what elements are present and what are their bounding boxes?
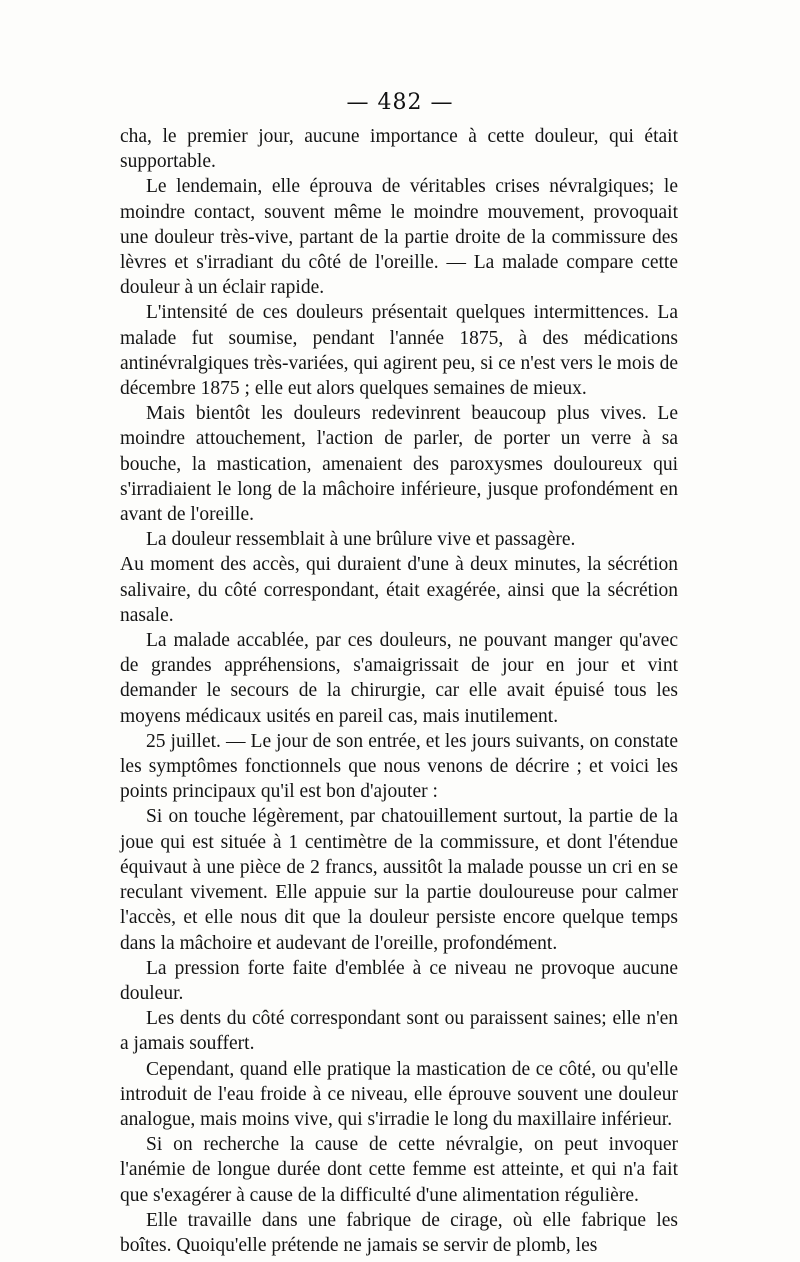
paragraph: La pression forte faite d'emblée à ce niveau ne provoque aucune douleur.: [120, 957, 678, 1004]
paragraph: Si on touche légèrement, par chatouillement surtout, la partie de la joue qui est située à 1 centimètre de la commissure, et dont l'étendue équivaut à une pièce de 2 francs, aussitôt la malade pousse un cri en se reculant vivement. Elle appuie sur la partie douloureuse pour calmer l'accès, et elle nous dit que la douleur persiste encore quelque temps dans la mâchoire et audevant de l'oreille, profondément.: [120, 806, 678, 954]
paragraph: Si on recherche la cause de cette névralgie, on peut invoquer l'anémie de longue durée dont cette femme est atteinte, et qui n'a fait que s'exagérer à cause de la difficulté d'une alimentation régulière.: [120, 1134, 678, 1206]
paragraph: La malade accablée, par ces douleurs, ne pouvant manger qu'avec de grandes appréhensions, s'amaigrissait de jour en jour et vint demander le secours de la chirurgie, car elle avait épuisé tous les moyens médicaux usités en pareil cas, mais inutilement.: [120, 630, 678, 727]
page-number: — 482 —: [346, 90, 454, 115]
paragraph: Les dents du côté correspondant sont ou paraissent saines; elle n'en a jamais souffert.: [120, 1008, 678, 1055]
body-text: [120, 124, 678, 1258]
paragraph: Au moment des accès, qui duraient d'une à deux minutes, la sécrétion salivaire, du côté correspondant, était exagérée, ainsi que la sécrétion nasale.: [120, 554, 678, 626]
paragraph: La douleur ressemblait à une brûlure vive et passagère.: [146, 529, 576, 551]
paragraph: cha, le premier jour, aucune importance à cette douleur, qui était supportable.: [120, 126, 678, 173]
paragraph: Cependant, quand elle pratique la mastication de ce côté, ou qu'elle introduit de l'eau froide à ce niveau, elle éprouve souvent une douleur analogue, mais moins vive, qui s'irradie le long du maxillaire inférieur.: [120, 1058, 678, 1130]
paragraph: Elle travaille dans une fabrique de cirage, où elle fabrique les boîtes. Quoiqu'elle prétende ne jamais se servir de plomb, les: [120, 1209, 678, 1256]
paragraph: 25 juillet. — Le jour de son entrée, et les jours suivants, on constate les symptômes fonctionnels que nous venons de décrire ; et voici les points principaux qu'il est bon d'ajouter :: [120, 730, 678, 803]
paragraph: L'intensité de ces douleurs présentait quelques intermittences. La malade fut soumise, pendant l'année 1875, à des médications antinévralgiques très-variées, qui agirent peu, si ce n'est vers le mois de décembre 1875 ; elle eut alors quelques semaines de mieux.: [120, 302, 678, 400]
paragraph: Mais bientôt les douleurs redevinrent beaucoup plus vives. Le moindre attouchement, l'action de parler, de porter un verre à sa bouche, la mastication, amenaient des paroxysmes douloureux qui s'irradiaient le long de la mâchoire inférieure, jusque profondément en avant de l'oreille.: [120, 403, 678, 526]
paragraph: Le lendemain, elle éprouva de véritables crises névralgiques; le moindre contact, souvent même le moindre mouvement, provoquait une douleur très-vive, partant de la partie droite de la commissure des lèvres et s'irradiant du côté de l'oreille. — La malade compare cette douleur à un éclair rapide.: [120, 176, 678, 299]
